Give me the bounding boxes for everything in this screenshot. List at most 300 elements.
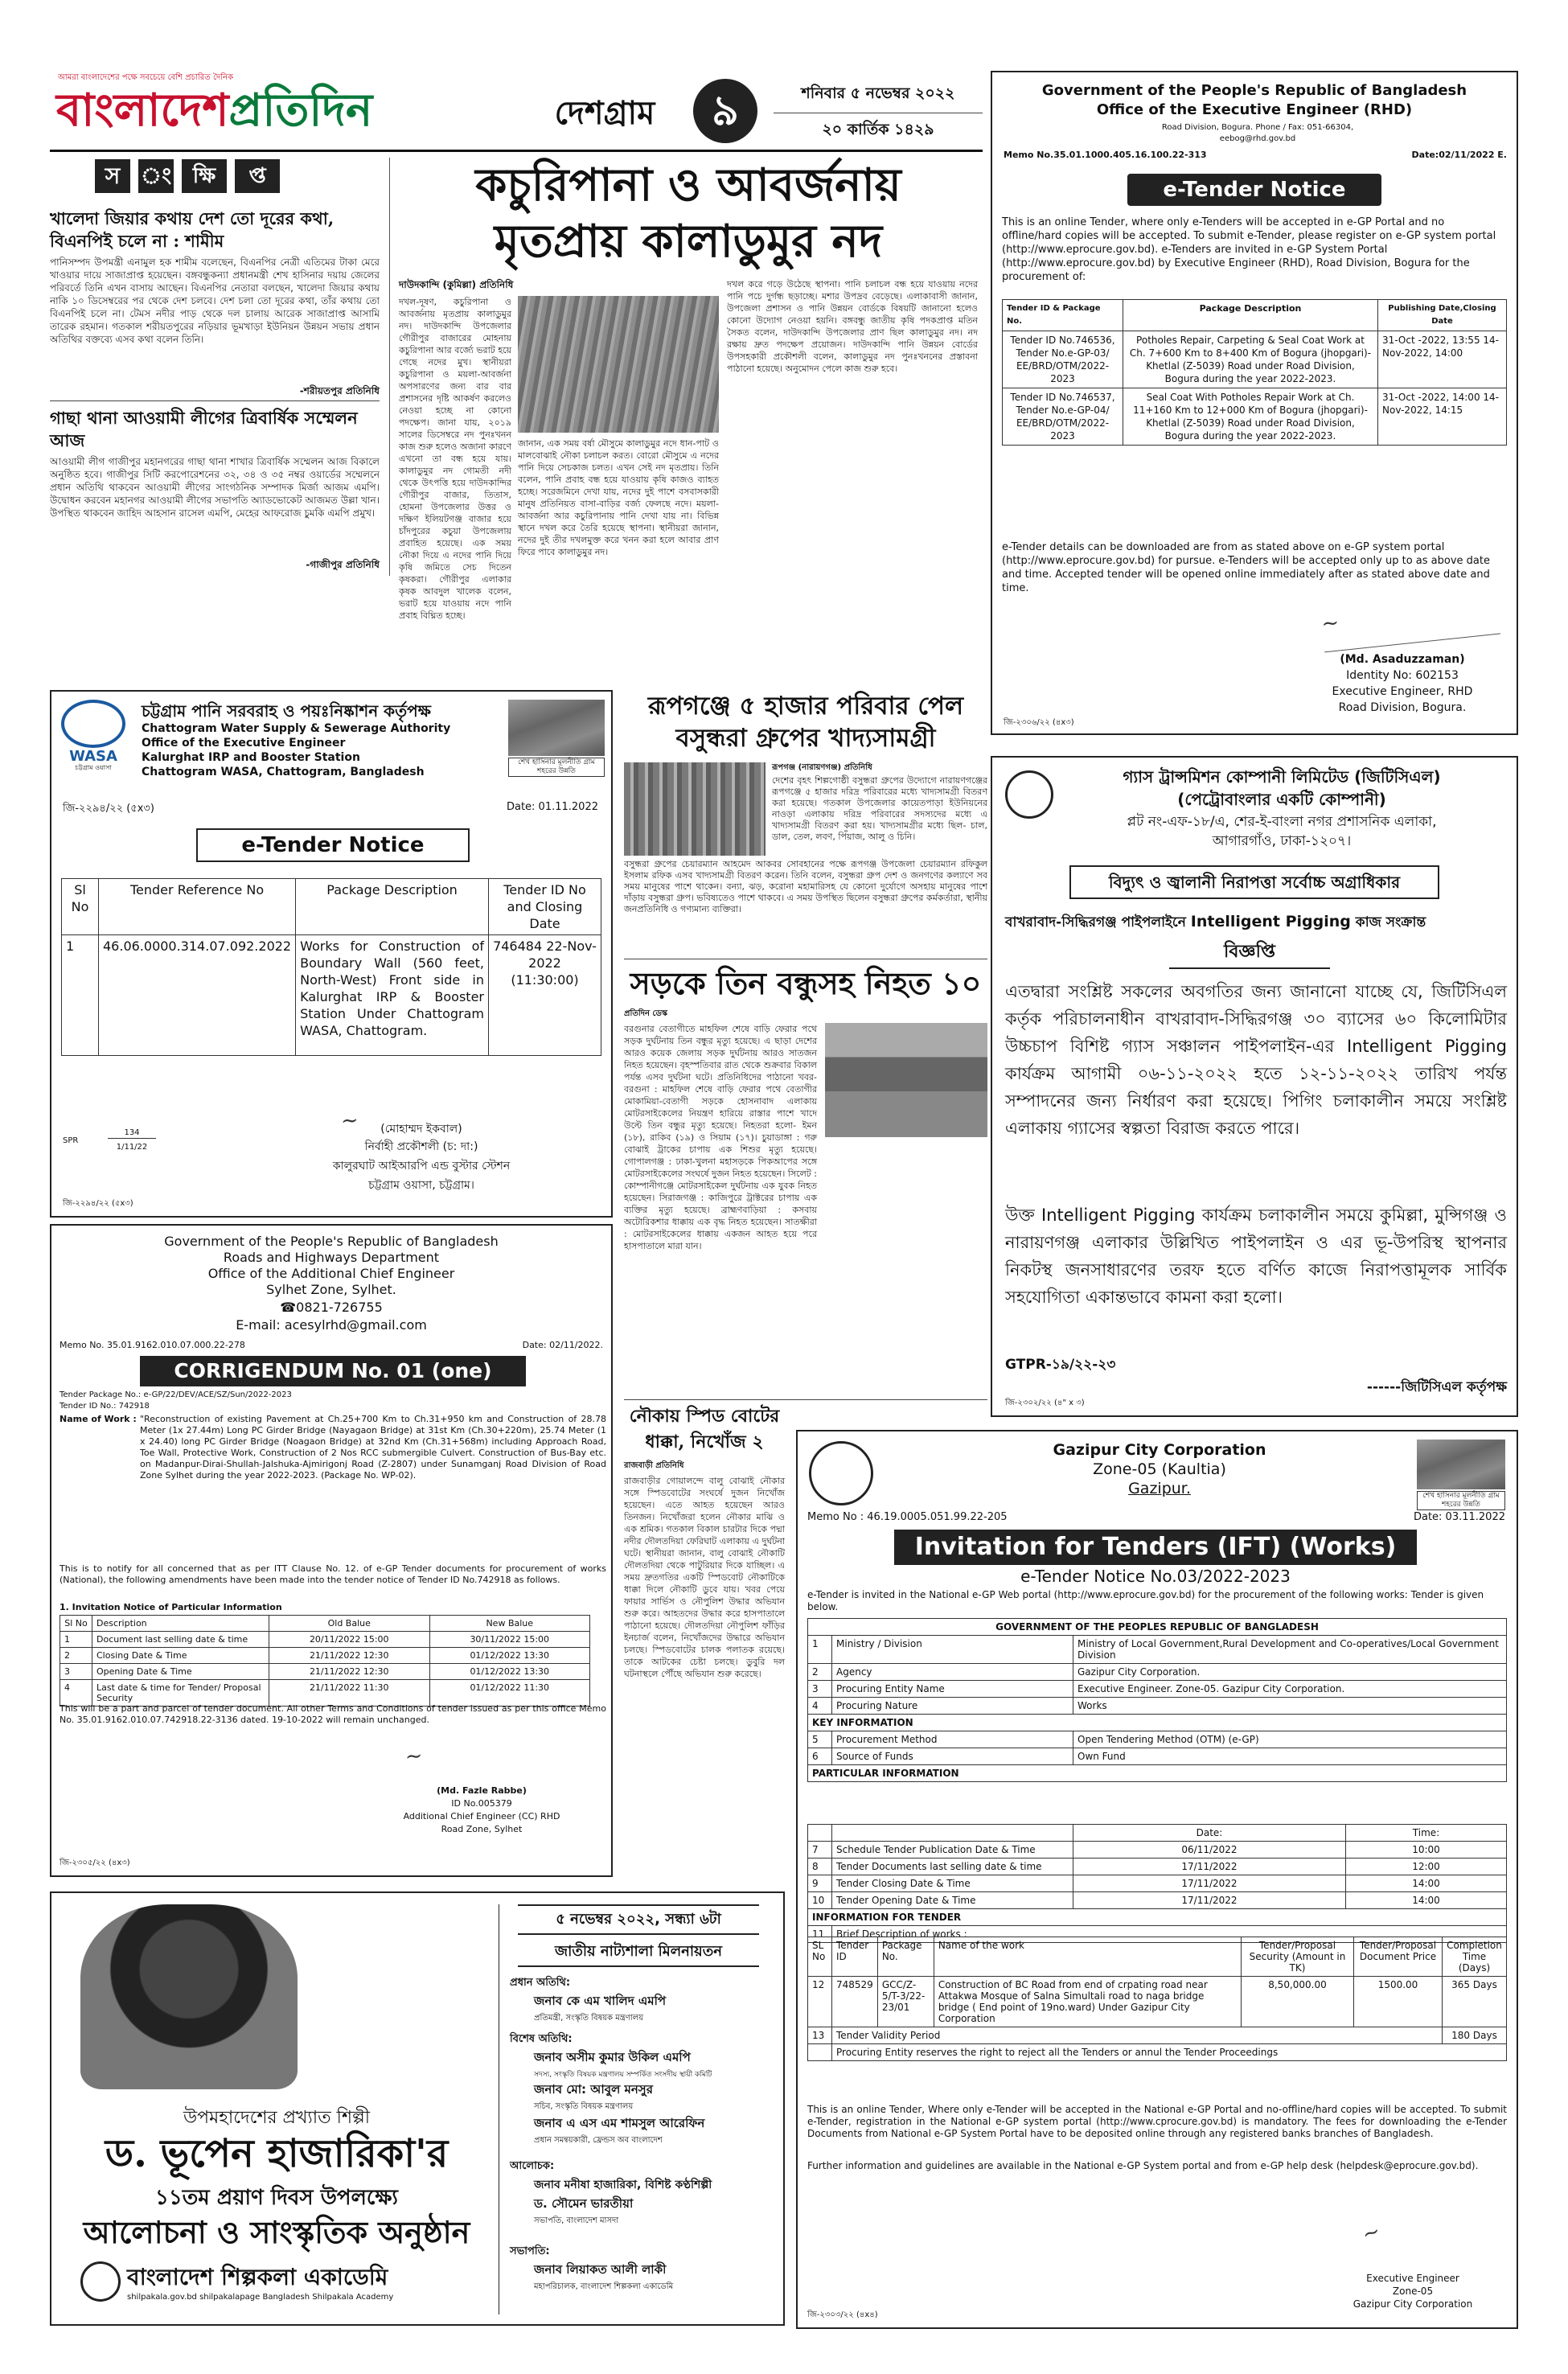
table-cell: Procuring Nature — [832, 1698, 1073, 1715]
table-cell: 21/11/2022 12:30 — [269, 1664, 430, 1680]
rupganj-byline: রূপগঞ্জ (নারায়ণগঞ্জ) প্রতিনিধি — [772, 763, 872, 772]
accident-story — [624, 963, 987, 1394]
wasa-tender-table — [61, 878, 601, 1056]
roads-corrigendum-ad — [50, 1224, 613, 1877]
table-cell: 1500.00 — [1354, 1977, 1443, 2027]
wasa-logo — [61, 700, 125, 772]
gazipur-city: Gazipur. — [1128, 1480, 1191, 1497]
gtcl-paragraph-1: এতদ্বারা সংশ্লিষ্ট সকলের অবগতির জন্য জানানো যাচ্ছে যে, জিটিসিএল কর্তৃক পরিচালনাধীন বাখরাবাদ-সিদ্ধিরগঞ্জ ৩০ ব্যাসের ৬০ কিলোমিটার উচ্চচাপ বিশিষ্ট গ্যাস সঞ্চালন পাইপলাইন-এর Intelligent Pigging কার্যক্রম আগামী ০৬-১১-২০২২ হতে ১২-১১-২০২২ তারিখ পর্যন্ত সম্পাদনের জন্য নির্ধারণ করা হয়েছে। পিগিং চলাকালীন সময়ে সংশ্লিষ্ট এলাকায় গ্যাসের স্বল্পতা বিরাজ করতে পারে। — [1005, 982, 1507, 1138]
guest-name: জনাব কে এম খালিদ এমপি — [534, 1994, 667, 2008]
table-header: Old Balue — [269, 1616, 430, 1632]
table-cell: 17/11/2022 — [1073, 1875, 1346, 1892]
boat-headline-line-2[interactable]: ধাক্কা, নিখোঁজ ২ — [645, 1431, 764, 1452]
roads-signer-office: Road Zone, Sylhet — [441, 1824, 523, 1834]
table-cell: 2 — [60, 1648, 92, 1664]
bhupen-date-line: ৫ নভেম্বর ২০২২, সন্ধ্যা ৬টা — [518, 1904, 759, 1935]
roads-title-4: Sylhet Zone, Sylhet. — [266, 1282, 396, 1297]
table-cell: 7 — [808, 1842, 832, 1859]
table-cell: Procuring Entity Name — [832, 1681, 1073, 1698]
wasa-portrait — [508, 700, 605, 756]
table-cell: Procurement Method — [832, 1731, 1073, 1748]
rhd-title-1: Government of the People's Republic of Bangladesh — [1041, 82, 1467, 99]
roads-signer-name: (Md. Fazle Rabbe) — [437, 1785, 527, 1796]
story-divider — [624, 1399, 987, 1400]
table-cell: 1 — [62, 935, 99, 1056]
gazipur-zone: Zone-05 (Kaultia) — [1093, 1460, 1226, 1478]
table-cell: 01/12/2022 13:30 — [429, 1648, 590, 1664]
roads-tender-id: Tender ID No.: 742918 — [60, 1402, 150, 1411]
brief-item-2-title[interactable]: গাছা থানা আওয়ামী লীগের ত্রিবার্ষিক সম্মেলন আজ — [50, 408, 358, 450]
gazipur-tender-table — [807, 1618, 1507, 1782]
wasa-logo-text: WASA — [69, 748, 117, 765]
date-bangla: ২০ কার্তিক ১৪২৯ — [774, 113, 983, 144]
table-cell: Agency — [832, 1664, 1073, 1681]
gtcl-subject — [1005, 912, 1507, 932]
table-row — [62, 935, 601, 1056]
table-row — [808, 1859, 1507, 1875]
section-name: দেশগ্রাম — [554, 94, 655, 132]
table-cell: Gazipur City Corporation. — [1073, 1664, 1507, 1681]
rupganj-photo — [624, 762, 766, 856]
brief-column — [50, 158, 380, 576]
wasa-office: Office of the Executive Engineer — [142, 737, 346, 750]
accident-body: বরগুনার বেতাগীতে মাহফিল শেষে বাড়ি ফেরার পথে সড়ক দুর্ঘটনায় তিন বন্ধুর মৃত্যু হয়েছে। এ ছাড়া দেশের আরও কয়েক জেলায় সড়ক দুর্ঘটনায় আরও সাতজন নিহত হয়েছেন। বৃহস্পতিবার রাত থেকে শুক্রবার বিকাল পর্যন্ত এসব দুর্ঘটনা ঘটে। প্রতিনিধিদের পাঠানো খবর- বরগুনা : মাহফিল শেষে বাড়ি ফেরার পথে বেতাগীর মোকামিয়া-বেতাগী সড়কে হোসনাবাদ এলাকায় মোটরসাইকেলের নিয়ন্ত্রণ হারিয়ে রাস্তার পাশে খাদে উল্টে তিন বন্ধুর মৃত্যু হয়েছে। নিহতরা হলো- ইমন (১৮), রাকিব (১৯) ও সিয়াম (১৭)। চুয়াডাঙ্গা : গরু বোঝাই ট্রাকের চাপায় এক শিশুর মৃত্যু হয়েছে। গোপালগঞ্জ : ঢাকা-খুলনা মহাসড়কে পিকআপের সঙ্গে মোটরসাইকেলের সংঘর্ষে দুজন নিহত হয়েছেন। সিলেট : কোম্পানীগঞ্জে মোটরসাইকেল দুর্ঘটনায় এক যুবক নিহত হয়েছেন। সিরাজগঞ্জ : কাজিপুরে ট্রাক্টরের চাপায় এক ব্যক্তির মৃত্যু হয়েছে। ব্রাহ্মণবাড়িয়া : কসবায় অটোরিকশার ধাক্কায় এক বৃদ্ধ নিহত হয়েছেন। সাতক্ষীরা : মোটরসাইকেলের ধাক্কায় একজন আহত হয়ে পরে হাসপাতালে মারা যান। — [624, 1024, 817, 1251]
roads-title-1: Government of the People's Republic of Bangladesh — [164, 1234, 499, 1249]
table-row — [60, 1680, 590, 1707]
lead-headline-line-2[interactable]: মৃতপ্রায় কালাডুমুর নদ — [494, 215, 883, 268]
table-header: Name of the work — [934, 1937, 1241, 1977]
guest-name: জনাব লিয়াকত আলী লাকী — [534, 2262, 667, 2277]
gtcl-address-line-2: আগারগাঁও, ঢাকা-১২০৭। — [1212, 833, 1352, 849]
bhupen-name: ড. ভূপেন হাজারিকা'র — [105, 2131, 449, 2176]
gazipur-particular-info: PARTICULAR INFORMATION — [808, 1765, 1507, 1782]
table-cell: 9 — [808, 1875, 832, 1892]
bhupen-event: আলোচনা ও সাংস্কৃতিক অনুষ্ঠান — [83, 2214, 470, 2250]
roads-ref: জি-২৩০৫/২২ (৪x৩) — [60, 1859, 130, 1867]
gazipur-date: Date: 03.11.2022 — [1413, 1511, 1505, 1523]
table-cell: Tender ID No.746537, Tender No.e-GP-04/ EE/BRD/OTM/2022-2023 — [1003, 388, 1123, 446]
bhupen-role-0 — [510, 1975, 775, 2023]
gtcl-subject-bold: Intelligent Pigging — [1190, 913, 1351, 930]
rhd-signer-office: Road Division, Bogura. — [1338, 701, 1467, 714]
table-row — [808, 1664, 1507, 1681]
role-label: বিশেষ অতিথি: — [510, 2033, 573, 2045]
table-header: Tender ID No and Closing Date — [489, 879, 601, 935]
table-cell: 12:00 — [1346, 1859, 1507, 1875]
gazipur-memo: Memo No : 46.19.0005.051.99.22-205 — [807, 1511, 1008, 1523]
rhd-signature: ~ — [1320, 594, 1500, 653]
table-cell: 46.06.0000.314.07.092.2022 — [99, 935, 296, 1056]
gtcl-ref: জি-২৩০২/২২ (৪" x ৩) — [1005, 1399, 1085, 1407]
boat-headline-line-1[interactable]: নৌকায় স্পিড বোটের — [629, 1406, 780, 1427]
gazipur-signer-title: Executive Engineer — [1366, 2273, 1459, 2284]
bhupen-hazarika-ad — [50, 1891, 785, 2326]
brief-item-2-credit: -গাজীপুর প্রতিনিধি — [306, 559, 380, 570]
table-cell: Opening Date & Time — [92, 1664, 269, 1680]
logo-part-2: প্রতিদিন — [228, 84, 373, 137]
table-header: Time: — [1346, 1825, 1507, 1842]
table-row — [808, 1636, 1507, 1664]
accident-headline[interactable]: সড়কে তিন বন্ধুসহ নিহত ১০ — [630, 965, 982, 1001]
table-cell: 5 — [808, 1731, 832, 1748]
table-row — [1003, 331, 1507, 388]
guest-title: সভাপতি, বাংলাদেশ মাসদা — [534, 2216, 619, 2225]
table-cell: 31-Oct -2022, 13:55 14-Nov-2022, 14:00 — [1378, 331, 1507, 388]
table-cell: Construction of BC Road from end of crpating road near Attakwa Mosque of Salna Simultali road to naga bridge bridge ( End point of 19no.ward) Under Gazipur City Corporation — [934, 1977, 1241, 2027]
table-cell: Document last selling date & time — [92, 1632, 269, 1648]
table-row — [808, 1681, 1507, 1698]
table-row — [808, 2027, 1507, 2044]
guest-title: সচিব, সংস্কৃতি বিষয়ক মন্ত্রণালয় — [534, 2102, 634, 2111]
table-cell: Potholes Repair, Carpeting & Seal Coat Work at Ch. 7+600 Km to 8+400 Km of Bogura (jhopgari)-Khetlal (Z-5039) Road under Road Division, Bogura during the year 2022-2023. — [1123, 331, 1378, 388]
bhupen-organizer: বাংলাদেশ শিল্পকলা একাডেমি — [127, 2264, 388, 2290]
rhd-signer-id: Identity No: 602153 — [1346, 669, 1459, 682]
table-row — [808, 1698, 1507, 1715]
gazipur-org: Gazipur City Corporation — [1053, 1441, 1266, 1459]
table-row — [808, 1731, 1507, 1748]
table-cell: 21/11/2022 12:30 — [269, 1648, 430, 1664]
table-cell: 11 — [808, 1926, 832, 1943]
role-label: প্রধান অতিথি: — [510, 1977, 571, 1989]
roads-amendment-table — [60, 1615, 590, 1707]
newspaper-logo[interactable] — [56, 82, 442, 138]
gazipur-dates-table — [807, 1824, 1507, 1943]
wasa-logo-icon — [61, 700, 125, 748]
table-header: Tender/Proposal Security (Amount in TK) — [1242, 1937, 1354, 1977]
table-header: Publishing Date,Closing Date — [1378, 300, 1507, 331]
table-cell: 06/11/2022 — [1073, 1842, 1346, 1859]
table-cell: Executive Engineer. Zone-05. Gazipur City Corporation. — [1073, 1681, 1507, 1698]
rupganj-body-1: দেশের বৃহৎ শিল্পগোষ্ঠী বসুন্ধরা গ্রুপের উদ্যোগে নারায়ণগঞ্জের রূপগঞ্জে ৫ হাজার দরিদ্র পরিবারের মধ্যে খাদ্যসামগ্রী বিতরণ করা হয়েছে। গতকাল উপজেলার কায়েতপাড়া ইউনিয়নের নাওড়া এলাকায় দরিদ্র পরিবারের সদস্যদের মধ্যে এ খাদ্যসামগ্রী বিতরণ করা হয়। খাদ্যসামগ্রীর মধ্যে ছিল- চাল, ডাল, তেল, লবণ, পিঁয়াজ, আলু ও চিনি। — [772, 775, 987, 842]
accident-photo — [825, 1023, 987, 1137]
rhd-ref: জি-২৩০৬/২২ (৪x৩) — [1004, 718, 1074, 727]
table-header: Tender/Proposal Document Price — [1354, 1937, 1443, 1977]
gazipur-ift-ad — [796, 1430, 1518, 2329]
brief-header-char: স — [95, 159, 130, 193]
gazipur-rights: Procuring Entity reserves the right to reject all the Tenders or annul the Tender Proceedings — [832, 2044, 1507, 2061]
table-header: Tender ID & Package No. — [1003, 300, 1123, 331]
gtcl-code: GTPR-১৯/২২-২৩ — [1005, 1357, 1116, 1373]
table-row — [60, 1664, 590, 1680]
role-label: সভাপতি: — [510, 2245, 550, 2257]
lead-column-2: জানান, এক সময় বর্ষা মৌসুমে কালাডুমুর নদে ধান-পাট ও মালবোঝাই নৌকা চলাচল করত। বোরো মৌসুমে এ নদের পানি দিয়ে সেচকাজ চলত। এখন সেই নদ মৃতপ্রায়। তিনি বলেন, পানি প্রবাহ বন্ধ হয়ে যাওয়ায় কৃষি কাজও ব্যাহত হচ্ছে। সরেজমিনে দেখা যায়, নদের দুই পাশে বসবাসকারী মানুষ প্রতিনিয়ত বাসা-বাড়ির বর্জ্য ফেলছে নদে। ময়লা-আবর্জনা আর কচুরিপানায় পানি দেখা যায় না। বিভিন্ন স্থানে দখল করে তৈরি হয়েছে স্থাপনা। স্থানীয়রা জানান, নদের দুই তীর দখলমুক্ত করে খনন করা হলে আবার প্রাণ ফিরে পাবে কালাডুমুর নদ। — [518, 438, 719, 557]
table-header: Completion Time (Days) — [1443, 1937, 1507, 1977]
table-header: SL No — [808, 1937, 832, 1977]
gazipur-portrait — [1417, 1440, 1505, 1489]
masthead — [50, 71, 983, 151]
gtcl-priority-banner: বিদ্যুৎ ও জ্বালানী নিরাপত্তা সর্বোচ্চ অগ্রাধিকার — [1069, 865, 1439, 899]
table-cell: Tender Validity Period — [832, 2027, 1443, 2044]
rhd-address: Road Division, Bogura. Phone / Fax: 051-66304, eebog@rhd.gov.bd — [1161, 123, 1354, 143]
wasa-reference: জি-২২৯৪/২২ (৫x৩) — [63, 803, 154, 815]
guest-title: প্রধান সমন্বয়কারী, ফ্রেন্ডস অব বাংলাদেশ — [534, 2136, 663, 2145]
roads-signature: ~ — [404, 1744, 424, 1770]
table-cell: 20/11/2022 15:00 — [269, 1632, 430, 1648]
brief-header-char: ক্ষি — [182, 159, 227, 193]
guest-title: সদস্য, সংস্কৃতি বিষয়ক মন্ত্রণালয় সম্পর্কিত সংসদীয় স্থায়ী কমিটি — [534, 2071, 712, 2079]
table-cell: Tender ID No.746536, Tender No.e-GP-03/ EE/BRD/OTM/2022-2023 — [1003, 331, 1123, 388]
gtcl-org-line-2: (পেট্রোবাংলার একটি কোম্পানী) — [1177, 790, 1386, 809]
rhd-date: Date:02/11/2022 E. — [1411, 150, 1507, 160]
gazipur-signature: ~ — [1358, 2219, 1384, 2248]
table-cell: 31-Oct -2022, 14:00 14-Nov-2022, 14:15 — [1378, 388, 1507, 446]
guest-name: জনাব মনীষা হাজারিকা, বিশিষ্ট কণ্ঠশিল্পী — [534, 2179, 712, 2191]
table-cell: 17/11/2022 — [1073, 1892, 1346, 1909]
table-cell: Tender Closing Date & Time — [832, 1875, 1073, 1892]
rhd-memo: Memo No.35.01.1000.405.16.100.22-313 — [1004, 150, 1207, 160]
gtcl-org-line-1: গ্যাস ট্রান্সমিশন কোম্পানী লিমিটেড (জিটিসিএল) — [1123, 767, 1441, 787]
masthead-tagline: আমরা বাংলাদেশের পক্ষে সবচেয়ে বেশি প্রচারিত দৈনিক — [58, 73, 234, 82]
wasa-org-en: Chattogram Water Supply & Sewerage Authority — [142, 722, 451, 735]
table-cell: 365 Days — [1443, 1977, 1507, 2027]
table-cell: Works — [1073, 1698, 1507, 1715]
lead-byline: দাউদকান্দি (কুমিল্লা) প্রতিনিধি — [399, 279, 514, 290]
gtcl-logo — [1005, 770, 1053, 819]
role-label: আলোচক: — [510, 2160, 555, 2172]
table-cell: 13 — [808, 2027, 832, 2044]
masthead-rule — [50, 150, 983, 152]
table-cell: 01/12/2022 13:30 — [429, 1664, 590, 1680]
lead-story — [399, 158, 978, 621]
gtcl-notice-ad — [991, 756, 1518, 1417]
bhupen-role-3 — [510, 2244, 775, 2308]
wasa-badge: শেখ হাসিনার মূলনীতি গ্রাম শহরের উন্নতি — [508, 758, 605, 777]
lead-column-1: দখল-দূষণ, কচুরিপানা ও আবর্জনায় মৃতপ্রায় কালাডুমুর নদ। দাউদকান্দি উপজেলার গৌরীপুর বাজারের মোহনায় কচুরিপানা আর বর্জ্যে ভরাট হয়ে গেছে নদের মুখ। স্থানীয়রা কচুরিপানা ও ময়লা-আবর্জনা অপসারণের জন্য বার বার প্রশাসনের দৃষ্টি আকর্ষণ করলেও নেওয়া হচ্ছে না কোনো পদক্ষেপ। জানা যায়, ২০১৯ সালের ডিসেম্বরে নদ পুনঃখনন কাজ শুরু হলেও অজানা কারণে এখনো তা বন্ধ হয়ে যায়। কালাডুমুর নদ গোমতী নদী থেকে উৎপত্তি হয়ে দাউদকান্দির গৌরীপুর বাজার, তিতাস, হোমনা উপজেলার উত্তর ও দক্ষিণ ইলিয়টগঞ্জ বাজার হয়ে চাঁদপুরের কচুয়া উপজেলায় প্রবাহিত হয়েছে। এক সময় নৌকা দিয়ে এ নদের পানি দিয়ে কৃষি জমিতে সেচ দিতেন কৃষকরা। গৌরীপুর এলাকার কৃষক আবদুল খালেক বলেন, ভরাট হয়ে যাওয়ায় নদে পানি প্রবাহ বিঘ্নিত হচ্ছে। — [399, 297, 511, 621]
roads-title-3: Office of the Additional Chief Engineer — [207, 1266, 455, 1281]
table-cell: 8 — [808, 1859, 832, 1875]
rupganj-headline-line-2[interactable]: বসুন্ধরা গ্রুপের খাদ্যসামগ্রী — [675, 724, 936, 753]
table-cell: 3 — [60, 1664, 92, 1680]
bhupen-pre-title: উপমহাদেশের প্রখ্যাত শিল্পী — [183, 2108, 370, 2128]
bhupen-venue: জাতীয় নাট্যশালা মিলনায়তন — [518, 1938, 759, 1967]
table-cell: Ministry of Local Government,Rural Development and Co-operatives/Local Government Division — [1073, 1636, 1507, 1664]
guest-name: জনাব এ এস এম শামসুল আরেফিন — [534, 2116, 705, 2130]
roads-signer-id: ID No.005379 — [451, 1798, 512, 1809]
table-cell: Works for Construction of Boundary Wall (560 feet, North-West) Front side in Kalurghat IRP & Booster Station Under Chattogram WASA, Chattogram. — [296, 935, 489, 1056]
rhd-notice-title: e-Tender Notice — [1127, 174, 1381, 206]
table-header: Description — [92, 1616, 269, 1632]
gazipur-signer-org: Gazipur City Corporation — [1353, 2298, 1473, 2310]
bhupen-portrait — [80, 1904, 298, 2089]
wasa-spr-label: SPR — [63, 1136, 79, 1145]
table-cell: 17/11/2022 — [1073, 1859, 1346, 1875]
wasa-ref: জি-২২৯৪/২২ (৫x৩) — [63, 1199, 133, 1208]
table-cell: 748529 — [832, 1977, 878, 2027]
rhd-signer-title: Executive Engineer, RHD — [1332, 685, 1473, 698]
table-row — [808, 1875, 1507, 1892]
table-cell: 4 — [808, 1698, 832, 1715]
wasa-date: Date: 01.11.2022 — [506, 801, 598, 813]
gazipur-intro: e-Tender is invited in the National e-GP Web portal (http://www.eprocure.gov.bd) for the procurement of the following works: Tender is given below. — [807, 1589, 1484, 1612]
roads-work-description: "Reconstruction of existing Pavement at Ch.25+700 Km to Ch.31+950 km and Construction of 28.78 Meter (1x 27.44m) Long PC Girder Bridge (Nayagaon Bridge) at 31st Km (Ch.30+220m), 25.74 Meter (1 x 24.40) long PC Girder Bridge (Noagaon Bridge) at 32nd Km (Ch.31+568m) including Approach Road, Toe Wall, Protective Work, Construction of 2 Nos RCC submergible Culvert. Construction of Bus-Bay etc. on Madanpur-Dirai-Shullah-Jalshuka-Ajmirigonj Road (Z-2807) under Sunamganj Road Division of Road Zone Sylhet during the year 2022-2023. (Package No. WP-02). — [140, 1414, 606, 1481]
table-cell: 4 — [60, 1680, 92, 1707]
table-cell: Open Tendering Method (OTM) (e-GP) — [1073, 1731, 1507, 1748]
brief-header-char: প্ত — [235, 159, 280, 193]
roads-title-2: Roads and Highways Department — [223, 1250, 440, 1265]
brief-item-1-credit: -শরীয়তপুর প্রতিনিধি — [299, 385, 380, 396]
gazipur-key-info: KEY INFORMATION — [808, 1715, 1507, 1731]
roads-signer-title: Additional Chief Engineer (CC) RHD — [403, 1811, 560, 1822]
rupganj-headline-line-1[interactable]: রূপগঞ্জে ৫ হাজার পরিবার পেল — [647, 692, 964, 721]
gtcl-notice-label: বিজ্ঞপ্তি — [1169, 938, 1330, 969]
table-cell: 1 — [808, 1636, 832, 1664]
table-cell: Closing Date & Time — [92, 1648, 269, 1664]
rhd-intro: This is an online Tender, where only e-Tenders will be accepted in e-GP Portal and no offline/hard copies will be accepted. To submit e-Tender, please register on e-GP system portal (http://www.eprocure.gov.bd). e-Tenders are invited in e-GP System Portal (http://www.eprocure.gov.bd) by Executive Engineer (RHD), Road Division, Bogura for the procurement of: — [1002, 216, 1496, 283]
gazipur-ift-subtitle: e-Tender Notice No.03/2022-2023 — [1020, 1567, 1291, 1586]
lead-headline-line-1[interactable]: কচুরিপানা ও আবর্জনায় — [475, 158, 901, 212]
table-header: Package Description — [296, 879, 489, 935]
wasa-signer-office: কালুরঘাট আইআরপি এন্ড বুস্টার স্টেশন — [332, 1160, 511, 1173]
phone-icon: ☎ — [280, 1300, 297, 1315]
gazipur-info-tender: INFORMATION FOR TENDER — [808, 1909, 1507, 1926]
table-header: Package No. — [877, 1937, 934, 1977]
table-cell: 2 — [808, 1664, 832, 1681]
table-cell: Ministry / Division — [832, 1636, 1073, 1664]
page-number-badge: ৯ — [693, 79, 757, 143]
lead-column-3: দখল করে গড়ে উঠেছে স্থাপনা। পানি চলাচল বন্ধ হয়ে যাওয়ায় নদের পানি পচে দুর্গন্ধ ছড়াচ্ছে। মশার উপদ্রব বেড়েছে। এলাকাবাসী জানান, উপজেলা প্রশাসন ও পানি উন্নয়ন বোর্ডকে বিষয়টি জানানো হলেও কোনো উদ্যোগ নেওয়া হয়নি। বঙ্গবন্ধু জাতীয় কৃষি পদকপ্রাপ্ত মতিন সৈকত বলেন, দাউদকান্দি উপজেলার প্রাণ ছিল কালাডুমুর নদ। নদ রক্ষায় দ্রুত পদক্ষেপ প্রয়োজন। দাউদকান্দি পানি উন্নয়ন বোর্ডের উপসহকারী প্রকৌশলী বলেন, কালাডুমুর নদ পুনঃখননের প্রস্তাবনা পাঠানো হয়েছে। অনুমোদন পেলে কাজ শুরু হবে। — [727, 279, 978, 374]
table-cell: 1 — [60, 1632, 92, 1648]
brief-item-2-body: আওয়ামী লীগ গাজীপুর মহানগরের গাছা থানা শাখার ত্রিবার্ষিক সম্মেলন আজ বিকালে অনুষ্ঠিত হবে। গাজীপুর সিটি করপোরেশনের ৩২, ৩৪ ও ৩৫ নম্বর ওয়ার্ডের সম্মেলনে প্রধান অতিথি থাকবেন আওয়ামী লীগের সাংগঠনিক সম্পাদক মির্জা আজম এমপি। উদ্বোধন করবেন মহানগর আওয়ামী লীগের সভাপতি অ্যাডভোকেট আজমত উল্লা খান। উপস্থিত থাকবেন জাহিদ আহসান রাসেল এমপি, মেহের আফরোজ চুমকি এমপি প্রমুখ। — [50, 456, 380, 519]
roads-corrigendum-title: CORRIGENDUM No. 01 (one) — [140, 1356, 526, 1386]
wasa-logo-sub: চট্টগ্রাম ওয়াসা — [75, 764, 112, 771]
table-cell: GCC/Z-5/T-3/22-23/01 — [877, 1977, 934, 2027]
table-row — [60, 1632, 590, 1648]
guest-title: মহাপরিচালক, বাংলাদেশ শিল্পকলা একাডেমি — [534, 2282, 674, 2291]
table-cell: 6 — [808, 1748, 832, 1765]
table-cell: 10:00 — [1346, 1842, 1507, 1859]
gtcl-address-line-1: প্লট নং-এফ-১৮/এ, শের-ই-বাংলা নগর প্রশাসনিক এলাকা, — [1127, 814, 1437, 830]
table-header: Date: — [1073, 1825, 1346, 1842]
table-cell: 14:00 — [1346, 1875, 1507, 1892]
wasa-signature: ~ — [339, 1108, 359, 1134]
gtcl-paragraph-2: উক্ত Intelligent Pigging কার্যক্রম চলাকালীন সময়ে কুমিল্লা, মুন্সিগঞ্জ ও নারায়ণগঞ্জ এলাকার উল্লিখিত পাইপলাইন ও এর ভূ-উপরিস্থ স্থাপনার নিকটস্থ জনসাধারণের তরফ হতে বর্ণিত কাজে নিরাপত্তামূলক সার্বিক সহযোগিতা একান্তভাবে কামনা করা হলো। — [1005, 1205, 1507, 1307]
boat-byline: রাজবাড়ী প্রতিনিধি — [624, 1461, 684, 1470]
roads-phone — [51, 1300, 611, 1315]
wasa-signer-city: চট্টগ্রাম ওয়াসা, চট্টগ্রাম। — [368, 1179, 474, 1192]
table-cell: Tender Opening Date & Time — [832, 1892, 1073, 1909]
table-row — [60, 1648, 590, 1664]
brief-divider — [50, 400, 380, 401]
gtcl-subject-pre: বাখরাবাদ-সিদ্ধিরগঞ্জ পাইপলাইনে — [1005, 914, 1186, 930]
brief-item-1-title[interactable]: খালেদা জিয়ার কথায় দেশ তো দূরের কথা, বিএনপিই চলে না : শামীম — [50, 208, 335, 251]
roads-invitation-label: 1. Invitation Notice of Particular Information — [60, 1602, 282, 1612]
bhupen-anniversary: ১১তম প্রয়াণ দিবস উপলক্ষ্যে — [155, 2186, 398, 2210]
roads-work-label: Name of Work : — [60, 1414, 137, 1424]
guest-name: জনাব অসীম কুমার উকিল এমপি — [534, 2050, 691, 2064]
table-cell: Seal Coat With Potholes Repair Work at Ch. 11+160 Km to 12+000 Km of Bogura (jhopgari)-Khetlal (Z-5039) Road under Road Division, Bogura during the year 2022-2023. — [1123, 388, 1378, 446]
wasa-spr-number: 134 — [108, 1127, 156, 1139]
column-rule — [389, 158, 390, 576]
brief-header-char: ং — [138, 159, 174, 193]
rupganj-story — [624, 690, 987, 955]
roads-footer: This will be a part and parcel of tender document. All other Terms and Conditions of tender issued as per this office Memo No. 35.01.9162.010.07.742918.22-3136 dated. 19-10-2022 will remain unchanged. — [60, 1703, 606, 1725]
gazipur-ref: জি-২৩০৩/২২ (৪x৪) — [807, 2310, 878, 2319]
guest-name: জনাব মো: আবুল মনসুর — [534, 2082, 653, 2097]
table-row — [808, 1748, 1507, 1765]
guest-name: ড. সৌমেন ভারতীয়া — [534, 2196, 634, 2211]
gtcl-subject-post: কাজ সংক্রান্ত — [1355, 914, 1426, 930]
table-cell: 10 — [808, 1892, 832, 1909]
roads-memo: Memo No. 35.01.9162.010.07.000.22-278 — [60, 1340, 245, 1350]
boat-story — [624, 1404, 785, 1879]
roads-package: Tender Package No.: e-GP/22/DEV/ACE/SZ/Sun/2022-2023 — [60, 1390, 292, 1399]
table-cell: Schedule Tender Publication Date & Time — [832, 1842, 1073, 1859]
table-header: Package Description — [1123, 300, 1378, 331]
gazipur-footer-2: Further information and guidelines are available in the National e-GP System portal and from e-GP help desk (helpdesk@eprocure.gov.bd). — [807, 2160, 1479, 2171]
gazipur-footer-1: This is an online Tender, Where only e-Tender will be accepted in the National e-GP Portal and no-offline/hard copies will be accepted. To submit e-Tender, registration in the National e-GP system portal (http://www.cprocure.gov.bd) is mandatory. The fees for downloading the e-Tender Documents from National e-GP System Portal have to be deposited online through any registered banks branches of Bangladesh. — [807, 2104, 1507, 2139]
table-header: New Balue — [429, 1616, 590, 1632]
brief-item-1-body: পানিসম্পদ উপমন্ত্রী এনামুল হক শামীম বলেছেন, বিএনপির নেত্রী এতিমের টাকা মেরে খাওয়ার দায়ে সাজাপ্রাপ্ত হয়েছেন। বঙ্গবন্ধুকন্যা প্রধানমন্ত্রী শেখ হাসিনার দয়ায় জেলের পরিবর্তে তিনি এখন বাসায় আছেন। বিএনপির নেতারা বলছেন, খালেদা জিয়ার কথায় নাকি ১০ ডিসেম্বরের পর থেকে দেশ চলবে। দেশ চলা তো দূরের কথা, তাঁর কথায় তো বিএনপিই চলে না। টেমস নদীর পাড় থেকে দল চালায় আরেক সাজাপ্রাপ্ত আসামি তারেক রহমান। গতকাল শরীয়তপুরের নড়িয়ার ভূমখাড়া ইউনিয়ন উন্নয়ন সভায় প্রধান অতিথির বক্তব্যে এসব কথা বলেন তিনি। — [50, 257, 380, 345]
shilpakala-logo — [80, 2261, 121, 2302]
table-cell: 180 Days — [1443, 2027, 1507, 2044]
table-cell: Source of Funds — [832, 1748, 1073, 1765]
table-cell: 14:00 — [1346, 1892, 1507, 1909]
rupganj-body-2: বসুন্ধরা গ্রুপের চেয়ারম্যান আহমেদ আকবর সোবহানের পক্ষে রূপগঞ্জ উপজেলা চেয়ারম্যান রফিকুল ইসলাম রফিক এসব খাদ্যসামগ্রী বিতরণ করেন। তিনি বলেন, বসুন্ধরা গ্রুপ দেশ ও জনগণের কল্যাণে সব সময় মানুষের পাশে থাকেন। বন্যা, ঝড়, করোনা মহামারিসহ যে কোনো দুর্যোগে অসহায় মানুষের পাশে দাঁড়ায় বসুন্ধরা গ্রুপ। ভবিষ্যতেও পাশে থাকবে। এ সময় উপস্থিত ছিলেন বসুন্ধরা গ্রুপের কর্মকর্তারা, স্থানীয় জনপ্রতিনিধি ও গণ্যমান্য ব্যক্তিরা। — [624, 859, 987, 914]
table-cell: 3 — [808, 1681, 832, 1698]
table-cell: 30/11/2022 15:00 — [429, 1632, 590, 1648]
table-cell: 8,50,000.00 — [1242, 1977, 1354, 2027]
rhd-footer: e-Tender details can be downloaded are from as stated above on e-GP system portal (http://www.eprocure.gov.bd) for pursue. e-Tenders will be accepted only up to as above date and time. Accepted tender will be opened online immediately after as stated above date and time. — [1002, 541, 1490, 594]
rhd-tender-table — [1002, 299, 1507, 446]
bhupen-role-2 — [510, 2158, 775, 2239]
wasa-spr-date: 1/11/22 — [116, 1143, 148, 1152]
accident-byline: প্রতিদিন ডেস্ক — [624, 1009, 668, 1018]
table-cell: Tender Documents last selling date & time — [832, 1859, 1073, 1875]
table-row — [808, 1892, 1507, 1909]
boat-body: রাজবাড়ীর গোয়ালন্দে বালু বোঝাই নৌকার সঙ্গে স্পিডবোটের সংঘর্ষে দুজন নিখোঁজ হয়েছেন। এতে আহত হয়েছেন আরও তিনজন। নিখোঁজরা হলেন নৌকার মাঝি ও এক শ্রমিক। গতকাল বিকাল চারটার দিকে পদ্মা নদীর দৌলতদিয়া ফেরিঘাট এলাকায় এ দুর্ঘটনা ঘটে। স্থানীয়রা জানান, বালু বোঝাই নৌকাটি দৌলতদিয়া থেকে পাটুরিয়ার দিকে যাচ্ছিল। এ সময় দ্রুতগতির একটি স্পিডবোট নৌকাটিকে ধাক্কা দিলে নৌকাটি ডুবে যায়। খবর পেয়ে ফায়ার সার্ভিস ও নৌপুলিশ উদ্ধার অভিযান শুরু করে। আহতদের উদ্ধার করে হাসপাতালে পাঠানো হয়েছে। দৌলতদিয়া নৌপুলিশ ফাঁড়ির ইনচার্জ বলেন, নিখোঁজদের উদ্ধারে অভিযান চলছে। স্পিডবোটের চালক পলাতক রয়েছে। তাকে আটকের চেষ্টা চলছে। ডুবুরি দল ঘটনাস্থলে পৌঁছে অভিযান শুরু করেছে। — [624, 1476, 785, 1679]
bhupen-web: shilpakala.gov.bd shilpakalapage Bangladesh Shilpakala Academy — [127, 2293, 394, 2302]
table-cell: 21/11/2022 11:30 — [269, 1680, 430, 1707]
roads-date: Date: 02/11/2022. — [522, 1340, 603, 1350]
wasa-signer-title: নির্বাহী প্রকৌশলী (চ: দা:) — [364, 1140, 478, 1153]
roads-email: E-mail: acesylrhd@gmail.com — [236, 1317, 427, 1333]
gazipur-ift-title: Invitation for Tenders (IFT) (Works) — [894, 1530, 1417, 1565]
wasa-org-bn: চট্টগ্রাম পানি সরবরাহ ও পয়ঃনিষ্কাশন কর্তৃপক্ষ — [142, 701, 431, 721]
gazipur-badge: শেখ হাসিনার মূলনীতি গ্রাম শহরের উন্নতি — [1417, 1491, 1505, 1510]
roads-phone-number: 0821-726755 — [296, 1300, 383, 1315]
table-row — [1003, 388, 1507, 446]
table-cell: 01/12/2022 11:30 — [429, 1680, 590, 1707]
brief-header — [50, 158, 380, 195]
rhd-signer-name: (Md. Asaduzzaman) — [1340, 653, 1465, 666]
gazipur-gov-header: GOVERNMENT OF THE PEOPLES REPUBLIC OF BANGLADESH — [808, 1619, 1507, 1636]
table-header: Sl No — [62, 879, 99, 935]
roads-notify: This is to notify for all concerned that as per ITT Clause No. 12. of e-GP Tender documents for procurement of works (National), the following amendments have been made into the tender notice of Tender ID No.742918 as follows. — [60, 1563, 606, 1585]
gazipur-works-table — [807, 1937, 1507, 2061]
gtcl-signoff: ------জিটিসিএল কর্তৃপক্ষ — [1366, 1379, 1507, 1395]
lead-photo-river — [518, 296, 719, 433]
date-english: শনিবার ৫ নভেম্বর ২০২২ — [801, 84, 955, 102]
wasa-address: Chattogram WASA, Chattogram, Bangladesh — [142, 766, 425, 778]
wasa-signer-name: (মোহাম্মদ ইকবাল) — [380, 1123, 462, 1136]
gazipur-signer-zone: Zone-05 — [1392, 2286, 1434, 2297]
table-cell: Own Fund — [1073, 1748, 1507, 1765]
table-header: Tender ID — [832, 1937, 878, 1977]
table-cell: Last date & time for Tender/ Proposal Security — [92, 1680, 269, 1707]
wasa-notice-title: e-Tender Notice — [196, 828, 470, 862]
guest-title: প্রতিমন্ত্রী, সংস্কৃতি বিষয়ক মন্ত্রণালয় — [534, 2014, 643, 2023]
logo-part-1: বাংলাদেশ — [56, 84, 229, 137]
rhd-title-2: Office of the Executive Engineer (RHD) — [1096, 101, 1413, 118]
table-row — [808, 1842, 1507, 1859]
table-header: Tender Reference No — [99, 879, 296, 935]
table-row — [808, 1977, 1507, 2027]
table-header: Sl No — [60, 1616, 92, 1632]
table-cell: 746484 22-Nov-2022 (11:30:00) — [489, 935, 601, 1056]
wasa-tender-ad — [50, 690, 613, 1218]
wasa-station: Kalurghat IRP and Booster Station — [142, 751, 360, 764]
bhupen-role-1 — [510, 2031, 775, 2152]
